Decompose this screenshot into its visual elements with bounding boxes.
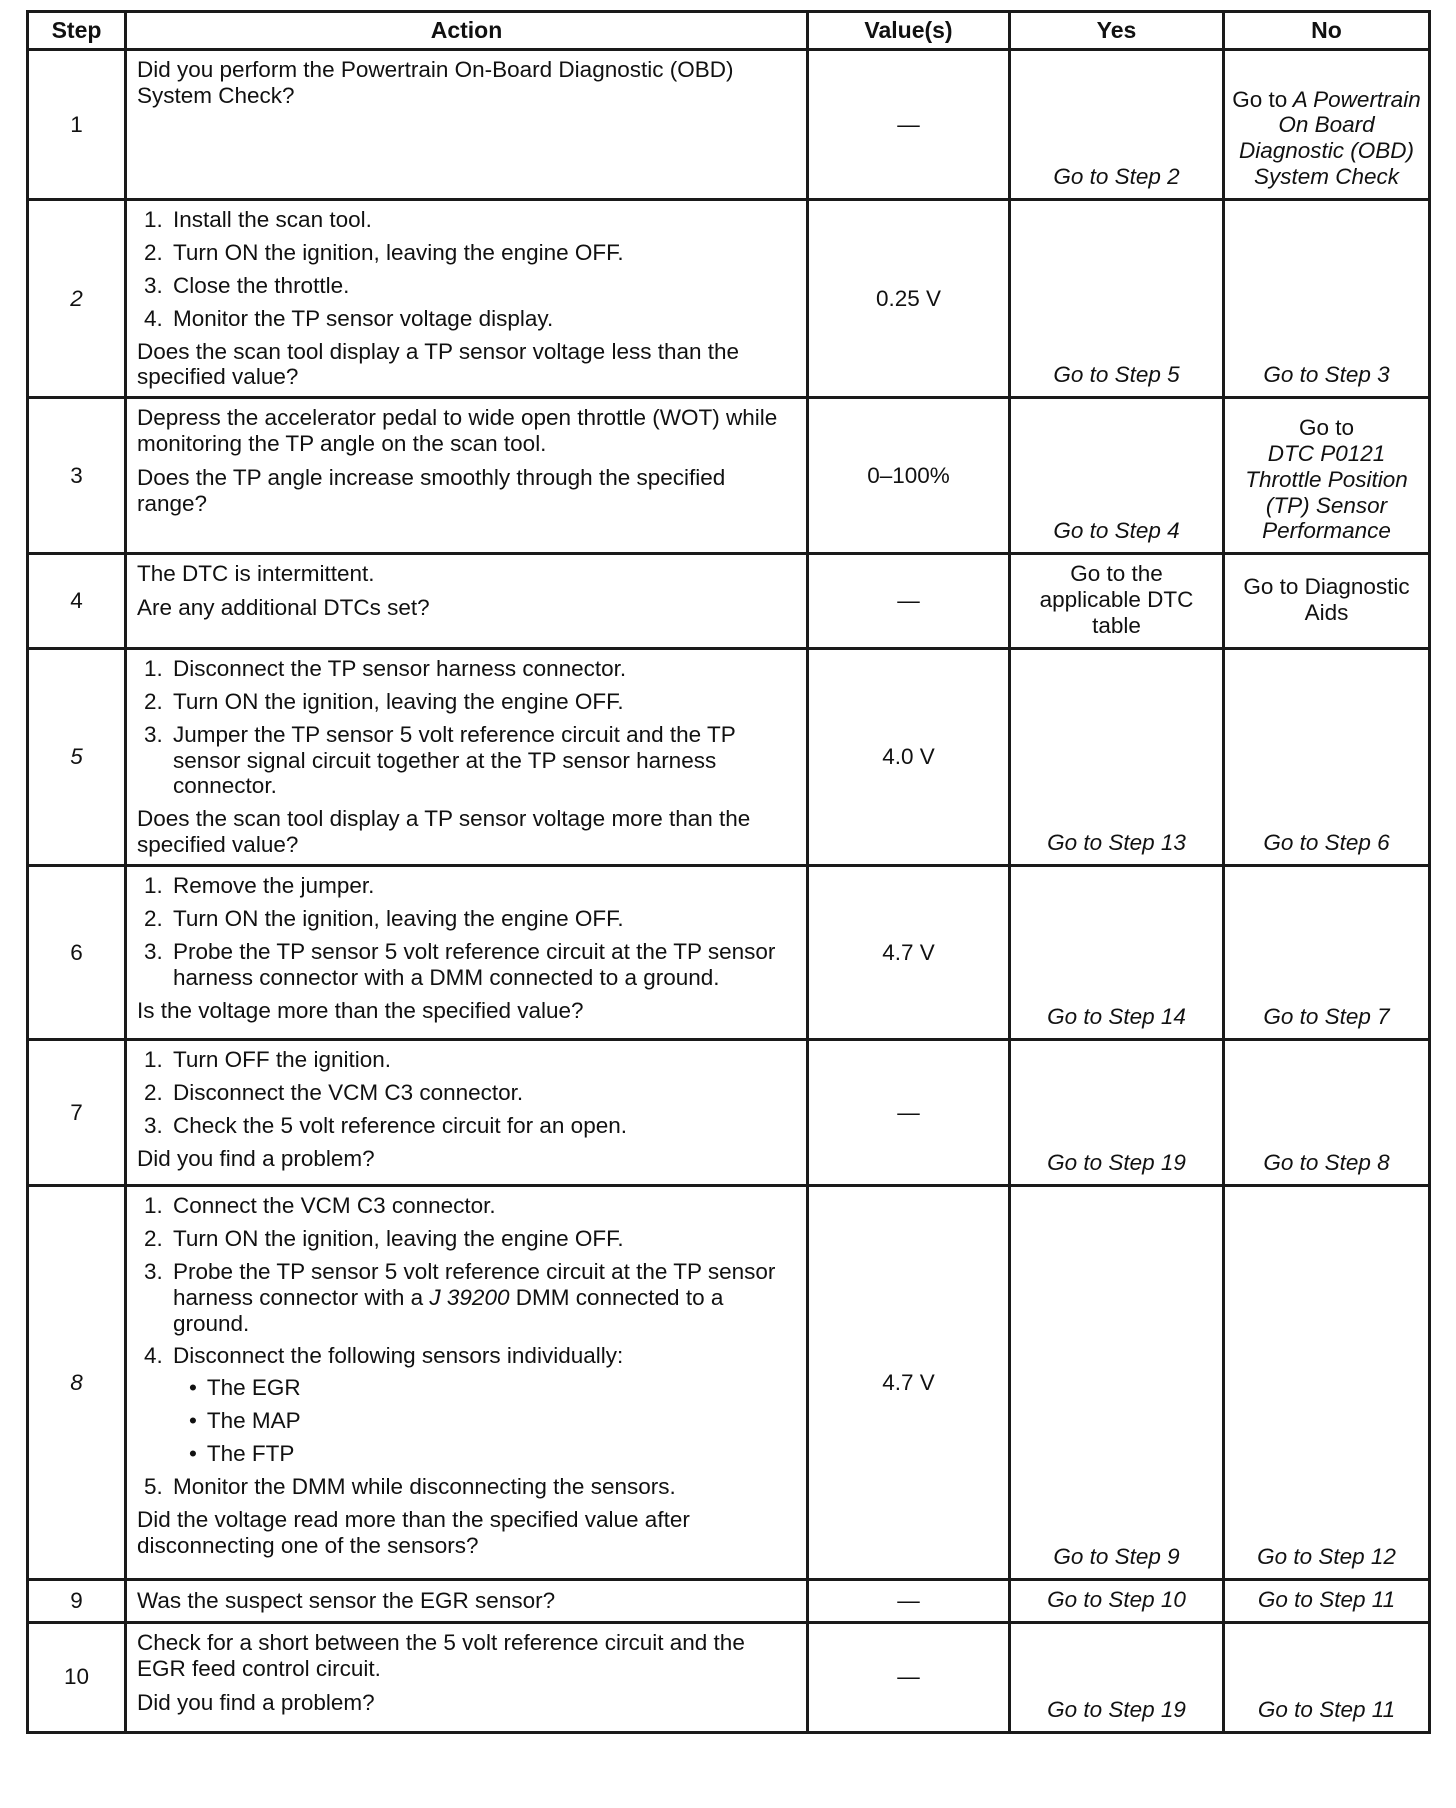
action-cell [126, 1186, 808, 1580]
action-step: 2. Turn ON the ignition, leaving the engine OFF. [169, 1226, 794, 1252]
table-row [28, 398, 1430, 554]
action-steps [137, 656, 794, 799]
step-number: 5 [28, 648, 126, 865]
header-yes: Yes [1010, 12, 1224, 50]
value-cell: — [808, 1580, 1010, 1623]
value-cell: — [808, 50, 1010, 200]
action-text: Depress the accelerator pedal to wide open throttle (WOT) while monitoring the TP angle on the scan tool. [137, 405, 778, 457]
action-steps [137, 207, 794, 332]
action-cell [126, 1040, 808, 1186]
header-action: Action [126, 12, 808, 50]
action-cell [126, 50, 808, 200]
action-steps [137, 1047, 794, 1139]
yes-cell: Go to the applicable DTC table [1010, 554, 1224, 649]
table-row [28, 1186, 1430, 1580]
no-prefix: Go to [1232, 86, 1288, 112]
value-cell: — [808, 554, 1010, 649]
no-cell: Go to Step 6 [1224, 648, 1430, 865]
step-number: 1 [28, 50, 126, 200]
no-cell: Go to Step 8 [1224, 1040, 1430, 1186]
sensor-item: • The FTP [203, 1441, 794, 1467]
action-step: 2. Turn ON the ignition, leaving the engine OFF. [169, 240, 794, 266]
action-step-text: Disconnect the following sensors individually: [173, 1343, 624, 1369]
no-cell [1224, 50, 1430, 200]
no-cell: Go to Diagnostic Aids [1224, 554, 1430, 649]
action-question: Does the scan tool display a TP sensor voltage more than the specified value? [137, 806, 751, 858]
action-question: Does the scan tool display a TP sensor voltage less than the specified value? [137, 338, 740, 390]
yes-cell: Go to Step 13 [1010, 648, 1224, 865]
yes-cell: Go to Step 2 [1010, 50, 1224, 200]
action-step: 1. Remove the jumper. [169, 873, 794, 899]
action-cell [126, 866, 808, 1040]
action-step: 3. Close the throttle. [169, 273, 794, 299]
yes-cell: Go to Step 19 [1010, 1622, 1224, 1732]
no-cell: Go to Step 11 [1224, 1580, 1430, 1623]
yes-cell: Go to Step 9 [1010, 1186, 1224, 1580]
no-cell: Go to Step 12 [1224, 1186, 1430, 1580]
action-cell [126, 554, 808, 649]
yes-cell: Go to Step 14 [1010, 866, 1224, 1040]
table-row [28, 1040, 1430, 1186]
action-step: 3. Jumper the TP sensor 5 volt reference circuit and the TP sensor signal circuit together at the TP sensor harness connector. [169, 722, 794, 800]
action-steps [137, 1193, 794, 1500]
step-number: 9 [28, 1580, 126, 1623]
step-number: 3 [28, 398, 126, 554]
header-values: Value(s) [808, 12, 1010, 50]
value-cell: 4.7 V [808, 1186, 1010, 1580]
action-question: Did you find a problem? [137, 1145, 375, 1171]
yes-cell: Go to Step 10 [1010, 1580, 1224, 1623]
action-step: 3. Check the 5 volt reference circuit for an open. [169, 1113, 794, 1139]
action-steps [137, 873, 794, 991]
diagnostic-table [26, 10, 1431, 1734]
action-step [169, 1343, 794, 1467]
sensor-list [173, 1375, 794, 1467]
no-reference: DTC P0121 Throttle Position (TP) Sensor Performance [1245, 440, 1408, 544]
action-step: 1. Install the scan tool. [169, 207, 794, 233]
action-step: 5. Monitor the DMM while disconnecting the sensors. [169, 1474, 794, 1500]
table-row [28, 200, 1430, 398]
no-cell: Go to Step 3 [1224, 200, 1430, 398]
table-row [28, 50, 1430, 200]
action-step: 1. Connect the VCM C3 connector. [169, 1193, 794, 1219]
value-cell: 0–100% [808, 398, 1010, 554]
header-no: No [1224, 12, 1430, 50]
value-cell: 0.25 V [808, 200, 1010, 398]
table-row [28, 1580, 1430, 1623]
action-cell [126, 1580, 808, 1623]
table-row [28, 648, 1430, 865]
no-cell [1224, 398, 1430, 554]
value-cell: — [808, 1040, 1010, 1186]
action-question: Does the TP angle increase smoothly through the specified range? [137, 465, 726, 516]
no-cell: Go to Step 11 [1224, 1622, 1430, 1732]
step-number: 7 [28, 1040, 126, 1186]
action-cell [126, 648, 808, 865]
no-reference: A Powertrain On Board Diagnostic (OBD) System Check [1238, 86, 1421, 190]
action-step: 1. Disconnect the TP sensor harness connector. [169, 656, 794, 682]
action-step-text: DMM connected to a ground. [173, 1284, 724, 1336]
action-step: 2. Turn ON the ignition, leaving the engine OFF. [169, 689, 794, 715]
action-text: Check for a short between the 5 volt reference circuit and the EGR feed control circuit. [137, 1629, 745, 1681]
action-step: 2. Disconnect the VCM C3 connector. [169, 1080, 794, 1106]
no-cell: Go to Step 7 [1224, 866, 1430, 1040]
value-cell: 4.0 V [808, 648, 1010, 865]
step-number: 2 [28, 200, 126, 398]
table-row [28, 1622, 1430, 1732]
table-row [28, 554, 1430, 649]
action-cell [126, 398, 808, 554]
action-question: Was the suspect sensor the EGR sensor? [137, 1588, 556, 1613]
action-question: Did the voltage read more than the specified value after disconnecting one of the sensors? [137, 1506, 690, 1558]
action-step: 2. Turn ON the ignition, leaving the engine OFF. [169, 906, 794, 932]
yes-cell: Go to Step 19 [1010, 1040, 1224, 1186]
value-cell: — [808, 1622, 1010, 1732]
tool-reference: J 39200 [429, 1284, 510, 1310]
action-question: Is the voltage more than the specified value? [137, 997, 584, 1023]
action-cell [126, 1622, 808, 1732]
action-question: Did you find a problem? [137, 1689, 375, 1715]
step-number: 4 [28, 554, 126, 649]
action-question: Are any additional DTCs set? [137, 595, 430, 621]
action-cell [126, 200, 808, 398]
action-step: 4. Monitor the TP sensor voltage display. [169, 306, 794, 332]
action-step: 3. Probe the TP sensor 5 volt reference circuit at the TP sensor harness connector with a DMM connected to a ground. [169, 939, 794, 991]
step-number: 8 [28, 1186, 126, 1580]
action-question: Did you perform the Powertrain On-Board Diagnostic (OBD) System Check? [137, 57, 734, 108]
action-step: 1. Turn OFF the ignition. [169, 1047, 794, 1073]
yes-cell: Go to Step 5 [1010, 200, 1224, 398]
yes-cell: Go to Step 4 [1010, 398, 1224, 554]
no-prefix: Go to [1298, 414, 1355, 440]
step-number: 10 [28, 1622, 126, 1732]
table-row [28, 866, 1430, 1040]
action-step-text: Probe the TP sensor 5 volt reference circuit at the TP sensor harness connector with a [173, 1258, 776, 1310]
header-step: Step [28, 12, 126, 50]
sensor-item: • The MAP [203, 1408, 794, 1434]
step-number: 6 [28, 866, 126, 1040]
action-step [169, 1259, 794, 1337]
action-text: The DTC is intermittent. [137, 561, 375, 587]
sensor-item: • The EGR [203, 1375, 794, 1401]
header-row [28, 12, 1430, 50]
value-cell: 4.7 V [808, 866, 1010, 1040]
